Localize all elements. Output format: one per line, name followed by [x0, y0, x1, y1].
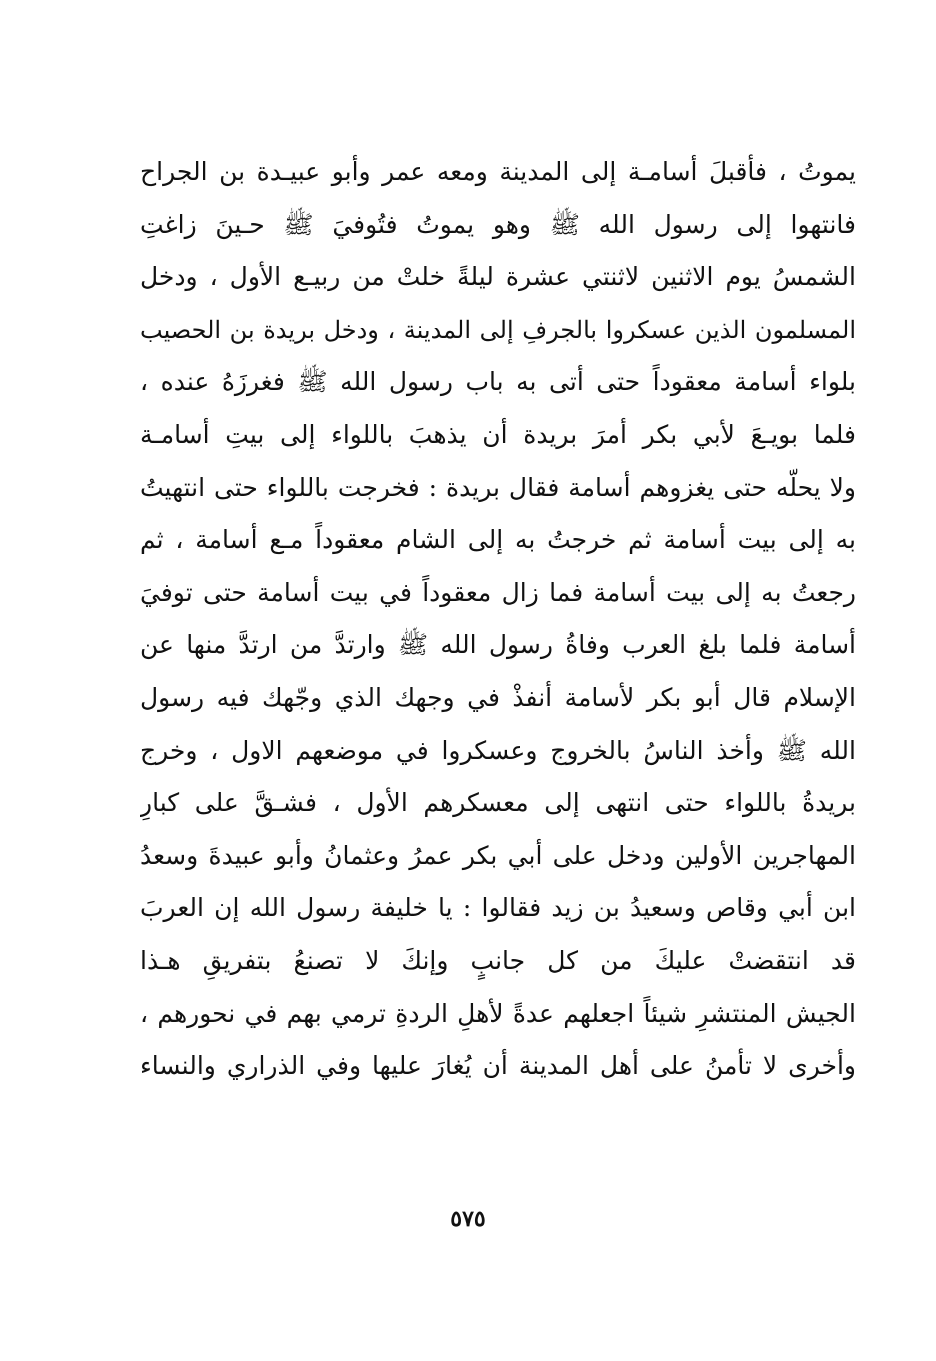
text-line: بريدةُ باللواء حتى انتهى إلى معسكرهم الأول ، فشـقَّ على كبارِ: [140, 788, 856, 818]
text-line: يموتُ ، فأقبلَ أسامـة إلى المدينة ومعه عمر وأبو عبيـدة بن الجراح: [140, 157, 856, 186]
text-line: الشمسُ يوم الاثنين لاثنتي عشرة ليلةً خلتْ من ربيـع الأول ، ودخل: [140, 262, 856, 292]
body-text: [140, 146, 856, 1093]
text-line: به إلى بيت أسامة ثم خرجتُ به إلى الشام معقوداً مـع أسامة ، ثم: [140, 525, 856, 555]
text-line: أسامة فلما بلغ العرب وفاةُ رسول الله ﷺ وارتدَّ من ارتدَّ منها عن: [140, 630, 856, 660]
text-line: الجيش المنتشرِ شيئاً اجعلهم عدةً لأهلِ الردةِ ترمي بهم في نحورهم ،: [140, 998, 856, 1028]
text-line: رجعتُ به إلى بيت أسامة فما زال معقوداً في بيت أسامة حتى توفيَ: [140, 577, 856, 607]
text-line: ولا يحلّه حتى يغزوهم أسامة فقال بريدة : فخرجت باللواء حتى انتهيتُ: [140, 472, 856, 502]
text-line: الله ﷺ وأخذ الناسُ بالخروج وعسكروا في موضعهم الاول ، وخرج: [140, 735, 856, 765]
text-line: فلما بويـعَ لأبي بكر أمرَ بريدة أن يذهبَ باللواء إلى بيتِ أسامـة: [140, 419, 856, 449]
text-line: بلواء أسامة معقوداً حتى أتى به باب رسول الله ﷺ فغرزَهُ عنده ،: [140, 367, 856, 397]
text-line: فانتهوا إلى رسول الله ﷺ وهو يموتُ فتُوفيَ ﷺ حـينَ زاغتِ: [140, 209, 856, 239]
page-number: ٥٧٥: [450, 1206, 486, 1232]
text-line: ابن أبي وقاص وسعيدُ بن زيد فقالوا : يا خليفة رسول الله إن العربَ: [140, 893, 856, 923]
text-line: المهاجرين الأولين ودخل على أبي بكر عمرُ وعثمانُ وأبو عبيدةَ وسعدُ: [140, 840, 856, 870]
text-line: المسلمون الذين عسكروا بالجرفِ إلى المدينة ، ودخل بريدة بن الحصيب: [140, 315, 856, 344]
text-line: الإسلام قال أبو بكر لأسامة أنفذْ في وجهك الذي وجّهك فيه رسول: [140, 682, 856, 712]
text-line: وأخرى لا تأمنُ على أهل المدينة أن يُغارَ عليها وفي الذراري والنساء: [140, 1051, 856, 1081]
text-line: قد انتقضتْ عليكَ من كل جانبٍ وإنكَ لا تصنعُ بتفريقِ هـذا: [140, 945, 856, 975]
